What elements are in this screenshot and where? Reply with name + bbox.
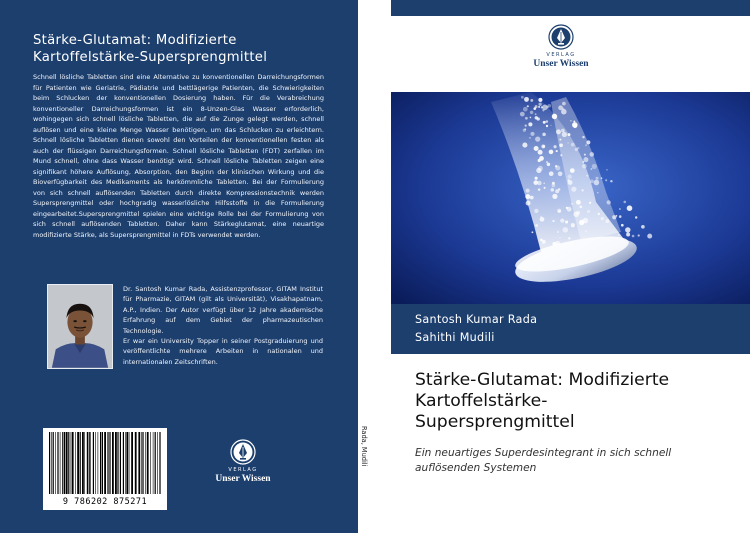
barcode-bar [115,432,117,494]
front-logo-name: Unser Wissen [533,59,589,69]
back-title-line2: Kartoffelstärke-Supersprengmittel [33,50,268,65]
bubble [542,133,546,137]
bubble [559,143,563,147]
bubble [528,122,532,126]
bubble [530,196,534,200]
front-subtitle-line2: auflösenden Systemen [415,462,537,474]
quill-pen-emblem-icon [548,24,574,50]
bubble [565,221,568,224]
bubble [638,234,640,236]
bubble [558,171,563,176]
bubble [647,234,652,239]
barcode-bar [155,432,156,494]
barcode-bar [150,432,151,494]
bubble [549,150,554,155]
barcode-bar [89,432,90,494]
front-author-2: Sahithi Mudili [415,331,495,344]
barcode-bar [153,432,154,494]
bubble [544,187,546,189]
bubble [532,231,534,233]
barcode-bar [110,432,111,494]
bubble [538,159,541,162]
bubble [522,143,527,148]
author-bio-paragraph-2: Er war ein University Topper in seiner Postgraduierung und veröffentlichte mehrere Arbeiten in nationalen und internationalen Zeitschriften. [123,337,323,366]
bubble [523,129,526,132]
bubble [530,99,533,102]
bubble [556,150,558,152]
bubble [581,189,583,191]
isbn-digits: 9 786202 875271 [62,497,148,507]
barcode-bar [72,432,74,494]
bubble [572,225,574,227]
author-bio-paragraph-1: Dr. Santosh Kumar Rada, Assistenzprofessor, GITAM Institut für Pharmazie, GITAM (gilt als Universität), Visakhapatnam, A.P., Indien. Der Autor verfügt über 12 Jahre akademische Erfahrung auf dem Gebiet der pharmazeutischen Technologie. [123,285,323,335]
bubble [557,209,561,213]
barcode-bar [141,432,142,494]
bubble [601,217,604,220]
barcode-bar [98,432,99,494]
front-author-1: Santosh Kumar Rada [415,313,538,326]
bubble [542,109,544,111]
front-publisher-logo [524,24,598,69]
barcode-bar [117,432,118,494]
bubble [537,181,541,185]
bubble [632,235,635,238]
bubble [635,216,637,218]
bubble [594,180,600,186]
barcode-bar [147,432,149,494]
bubble [612,215,616,219]
bubble [567,179,569,181]
bubble [538,106,540,108]
front-title-line2: Kartoffelstärke- [415,391,548,411]
barcode-bar [71,432,72,494]
effervescent-tablet-image [391,92,750,304]
bubble [546,161,548,163]
bubble [558,105,563,110]
bubble [606,169,607,170]
bubble [567,142,569,144]
bubble [619,215,622,218]
bubble [520,112,525,117]
bubble [561,129,565,133]
barcode-bar [112,432,114,494]
bubble [535,224,538,227]
bubble [542,145,545,148]
bubble [530,117,532,119]
barcode-bar [145,432,146,494]
bubble [562,102,566,106]
barcode-bar [93,432,94,494]
bubble [552,220,554,222]
cover-photo-effervescent-tablet [391,92,750,304]
bubble [538,188,541,191]
bubble [618,234,620,236]
bubble [538,103,541,106]
back-cover-title [33,32,333,66]
back-logo-verlag: VERLAG [228,467,258,473]
barcode-bar [131,432,133,494]
bubble [552,194,557,199]
front-title [415,370,735,433]
bubble [570,168,575,173]
bubble [540,216,542,218]
spine-authors: Rada, Mudili [360,426,368,467]
bubble [582,161,584,163]
bubble [525,194,530,199]
bubble [579,220,584,225]
bubble [535,116,538,119]
bubble [556,129,561,134]
bubble [526,189,530,193]
bubble [543,182,545,184]
bubble [541,106,543,108]
bubble [525,125,527,127]
bubble [538,98,542,102]
bubble [530,111,533,114]
bubble [584,154,586,156]
barcode-bar [143,432,144,494]
bubble [592,164,597,169]
front-subtitle-line1: Ein neuartiges Superdesintegrant in sich schnell [415,447,672,459]
bubble [570,120,572,122]
bubble [571,203,573,205]
barcode-bar [102,432,103,494]
barcode-bar [129,432,130,494]
barcode-bar [68,432,69,494]
barcode-bar [77,432,79,494]
bubble [559,237,560,238]
bubble [589,202,591,204]
bubble [586,174,588,176]
back-cover [0,0,358,533]
bubble [583,157,588,162]
bubble [547,163,550,166]
bubble [623,201,626,204]
bubble [571,187,576,192]
bubble [568,175,572,179]
barcode-bar [157,432,158,494]
bubble [575,148,578,151]
bubble [568,133,571,136]
isbn-barcode [43,428,167,510]
bubble [590,168,592,170]
bubble [619,208,621,210]
bubble [558,188,560,190]
bubble [530,132,534,136]
front-title-line3: Supersprengmittel [415,412,575,432]
bubble [555,166,560,171]
bubble [560,218,564,222]
bubble [552,114,557,119]
bubble [586,140,590,144]
barcode-bar [138,432,140,494]
barcode-bar [159,432,160,494]
bubble [529,137,531,139]
bubble [535,177,538,180]
barcode-bar [84,432,85,494]
bubble [560,154,562,156]
barcode-bar [107,432,108,494]
bubble [621,224,624,227]
bubble [543,121,546,124]
front-logo-verlag: VERLAG [546,52,576,58]
barcode-bar [66,432,68,494]
bubble [572,122,578,128]
barcode-bar [90,432,91,494]
bubble [549,171,554,176]
bubble [557,231,559,233]
bubble [523,107,528,112]
bubble [553,182,555,184]
bubble [562,132,567,137]
bubble [540,239,543,242]
bubble [540,217,545,222]
bubble [546,120,549,123]
bubble [576,200,581,205]
barcode-bar [87,432,88,494]
barcode-bar [51,432,52,494]
bubble [550,125,551,126]
barcode-bars [47,432,163,494]
bubble [585,144,587,146]
bubble [582,136,584,138]
barcode-bar [123,432,124,494]
bubble [526,201,531,206]
bubble [598,213,600,215]
bubble [559,139,561,141]
bubble [563,227,569,233]
bubble [627,205,633,211]
bubble [585,230,587,232]
bubble [601,177,603,179]
barcode-bar [49,432,50,494]
bubble [571,143,575,147]
barcode-bar [80,432,81,494]
bubble [546,125,548,127]
bubble [597,192,598,193]
bubble [525,117,528,120]
barcode-bar [82,432,84,494]
back-publisher-logo [207,439,279,484]
bubble [548,104,552,108]
barcode-bar [100,432,101,494]
bubble [568,237,570,239]
barcode-bar [125,432,126,494]
bubble [551,188,555,192]
barcode-bar [53,432,54,494]
bubble [590,152,595,157]
barcode-bar [104,432,106,494]
bubble [607,200,611,204]
bubble [605,179,607,181]
authors-band [391,304,750,354]
bubble [606,219,610,223]
barcode-bar [108,432,109,494]
bubble [626,233,630,237]
front-cover [391,0,750,533]
author-portrait-image [48,285,112,368]
barcode-bar [64,432,65,494]
barcode-bar [57,432,58,494]
bubble [524,97,529,102]
bubble [595,177,598,180]
bubble [641,225,645,229]
bubble [536,168,541,173]
bubble [573,212,579,218]
barcode-bar [62,432,63,494]
barcode-bar [95,432,96,494]
bubble [554,145,557,148]
barcode-bar [55,432,56,494]
back-title-line1: Stärke-Glutamat: Modifizierte [33,33,237,48]
bubble [534,146,539,151]
author-bio [123,284,323,367]
quill-pen-emblem-icon [230,439,256,465]
bubble [582,164,587,169]
bubble [527,105,529,107]
back-cover-blurb: Schnell lösliche Tabletten sind eine Alternative zu konventionellen Darreichungsformen für Patienten wie Geriatrie, Pädiatrie und bettlägerige Patienten, die Schwierigkeiten beim Schlucken der konventionellen Dosierung haben. Für die Verabreichung konventioneller Darreichungsformen ist ein 8-Unzen-Glas Wasser erforderlich, wohingegen sich schnell lösliche Tabletten, die auf die Zunge gelegt werden, schnell auflösen und eine kleine Menge Wasser benötigen, um das Schlucken zu erleichtern. Schnell lösliche Tabletten dienen sowohl den Vorteilen der konventionellen festen als auch der flüssigen Darreichungsformen. Schnell lösliche Tabletten (FDT) zerfallen im Mund schnell, ohne dass Wasser benötigt wird. Schnell lösliche Tabletten zeigen eine signifikant höhere Auflösung, Absorption, den Beginn der klinischen Wirkung und die Bioverfügbarkeit des Medikaments als herkömmliche Tabletten. Bei der Formulierung von sich schnell auflösenden Tabletten durch direkte Kompressionstechnik werden Supersprengmittel oder hochgradig wasserlösliche Hilfsstoffe in die Formulierung eingearbeitet.Supersprengmittel spielen eine wichtige Rolle bei der Formulierung von sich schnell auflösenden Tabletten. Daher kann Stärkeglutamat, eine neuartige modifizierte Stärke, als Supersprengmittel in FDTs verwendet werden. [33,73,324,239]
bubble [590,179,594,183]
bubble [538,150,543,155]
bubble [579,205,582,208]
barcode-bar [135,432,137,494]
front-title-line1: Stärke-Glutamat: Modifizierte [415,370,670,390]
author-photo [47,284,113,369]
bubble [534,209,538,213]
barcode-bar [126,432,128,494]
bubble [521,96,524,99]
bubble [533,107,536,110]
bubble [567,207,572,212]
barcode-bar [60,432,61,494]
bubble [573,120,575,122]
bubble [535,113,537,115]
bubble [625,227,630,232]
bubble [535,136,540,141]
bubble [587,210,590,213]
front-subtitle [415,446,715,476]
back-logo-name: Unser Wissen [215,474,271,484]
barcode-bar [120,432,121,494]
barcode-bar [75,432,76,494]
bubble [610,180,612,182]
front-top-bar [391,0,750,16]
